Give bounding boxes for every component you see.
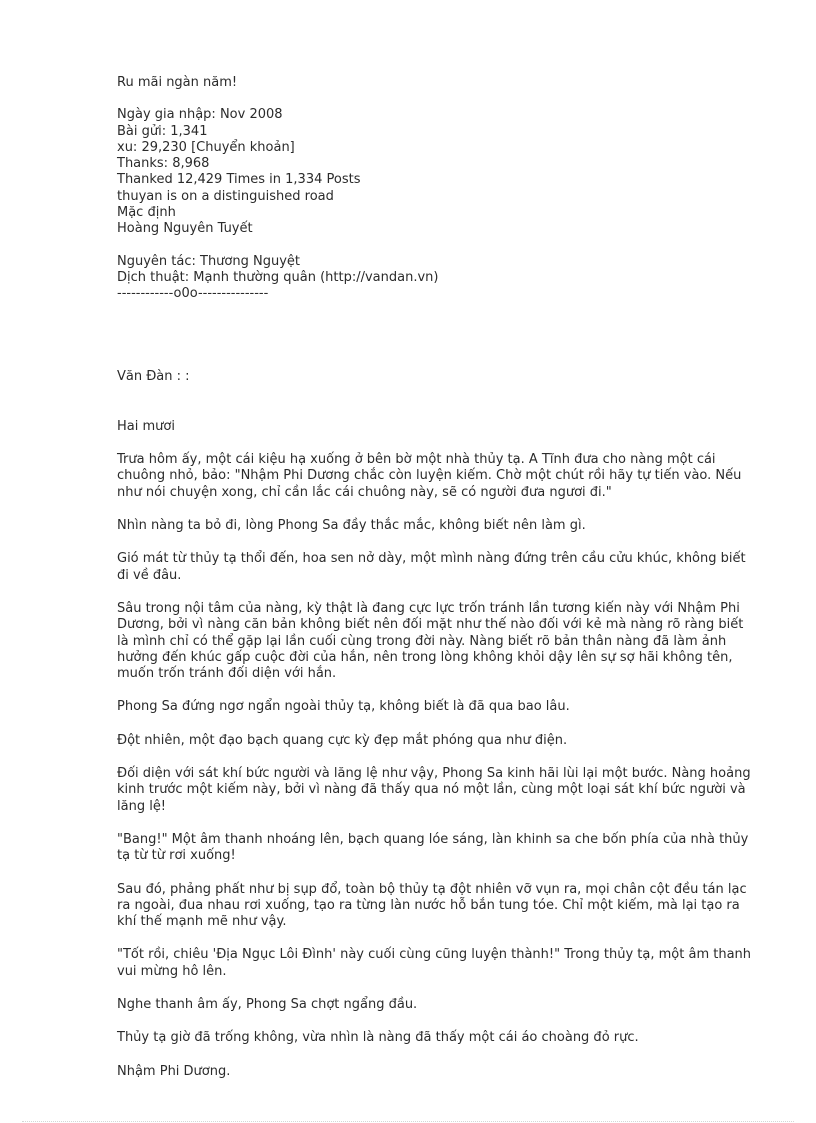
paragraph: Trưa hôm ấy, một cái kiệu hạ xuống ở bên bờ một nhà thủy tạ. A Tĩnh đưa cho nàng một cái chuông nhỏ, bảo: "Nhậm Phi Dương chắc còn luyện kiếm. Chờ một chút rồi hãy tự tiến vào. Nếu như nói chuyện xong, chỉ cần lắc cái chuông này, sẽ có người đưa ngươi đi."	[117, 452, 742, 500]
user-info	[117, 107, 757, 237]
story-body	[117, 452, 757, 1080]
paragraph: Đột nhiên, một đạo bạch quang cực kỳ đẹp mắt phóng qua như điện.	[117, 732, 568, 748]
paragraph: Phong Sa đứng ngơ ngẩn ngoài thủy tạ, không biết là đã qua bao lâu.	[117, 699, 570, 715]
thanks-count: Thanks: 8,968	[117, 156, 210, 172]
paragraph: "Tốt rồi, chiêu 'Địa Ngục Lôi Đình' này cuối cùng cũng luyện thành!" Trong thủy tạ, một âm thanh vui mừng hô lên.	[117, 947, 752, 979]
paragraph: Gió mát từ thủy tạ thổi đến, hoa sen nở dày, một mình nàng đứng trên cầu cửu khúc, không biết đi về đâu.	[117, 551, 746, 583]
paragraph: Nghe thanh âm ấy, Phong Sa chợt ngẩng đầu.	[117, 996, 418, 1012]
join-date: Ngày gia nhập: Nov 2008	[117, 107, 283, 123]
greeting-line: Ru mãi ngàn năm!	[117, 75, 238, 90]
paragraph: Sâu trong nội tâm của nàng, kỳ thật là đang cực lực trốn tránh lần tương kiến này với Nhậm Phi Dương, bởi vì nàng căn bản không biết nên đối mặt như thế nào đối với kẻ mà nàng rõ ràng biết là mình chỉ có thể gặp lại lần cuối cùng trong đời này. Nàng biết rõ bản thân nàng đã làm ảnh hưởng đến khúc gấp cuộc đời của hắn, nên trong lòng không khỏi dậy lên sự sợ hãi không tên, muốn trốn tránh đối diện với hắn.	[117, 600, 744, 682]
paragraph: Nhậm Phi Dương.	[117, 1063, 231, 1079]
divider-text: ------------o0o---------------	[117, 286, 269, 302]
author-credit: Nguyên tác: Thương Nguyệt	[117, 253, 301, 269]
paragraph: Sau đó, phảng phất như bị sụp đổ, toàn bộ thủy tạ đột nhiên vỡ vụn ra, mọi chân cột đều tán lạc ra ngoài, đua nhau rơi xuống, tạo ra từng làn nước hỗ bắn tung tóe. Chỉ một kiếm, mà lại tạo ra khí thế mạnh mẽ như vậy.	[117, 881, 747, 930]
paragraph: Nhìn nàng ta bỏ đi, lòng Phong Sa đầy thắc mắc, không biết nên làm gì.	[117, 518, 586, 534]
paragraph: Thủy tạ giờ đã trống không, vừa nhìn là nàng đã thấy một cái áo choàng đỏ rực.	[117, 1030, 639, 1046]
paragraph: "Bang!" Một âm thanh nhoáng lên, bạch quang lóe sáng, làn khinh sa che bốn phía của nhà thủy tạ từ từ rơi xuống!	[117, 831, 749, 864]
paragraph: Đối diện với sát khí bức người và lăng lệ như vậy, Phong Sa kinh hãi lùi lại một bước. Nàng hoảng kinh trước một kiếm này, bởi vì nàng đã thấy qua nó một lần, cùng một loại sát khí bức người và lăng lệ!	[117, 766, 751, 814]
default-label: Mặc định	[117, 205, 176, 221]
thanked-count: Thanked 12,429 Times in 1,334 Posts	[117, 172, 361, 188]
credits	[117, 254, 757, 303]
document-page	[117, 75, 757, 1097]
story-title: Hoàng Nguyên Tuyết	[117, 221, 253, 237]
chapter-title: Hai mươi	[117, 418, 175, 434]
translator-credit: Dịch thuật: Mạnh thường quân (http://vandan.vn)	[117, 269, 439, 285]
post-count: Bài gửi: 1,341	[117, 123, 208, 139]
reputation-text: thuyan is on a distinguished road	[117, 188, 334, 204]
xu-balance: xu: 29,230 [Chuyển khoản]	[117, 139, 295, 155]
page-bottom-divider	[22, 1121, 794, 1122]
source-label: Văn Đàn : :	[117, 368, 190, 384]
